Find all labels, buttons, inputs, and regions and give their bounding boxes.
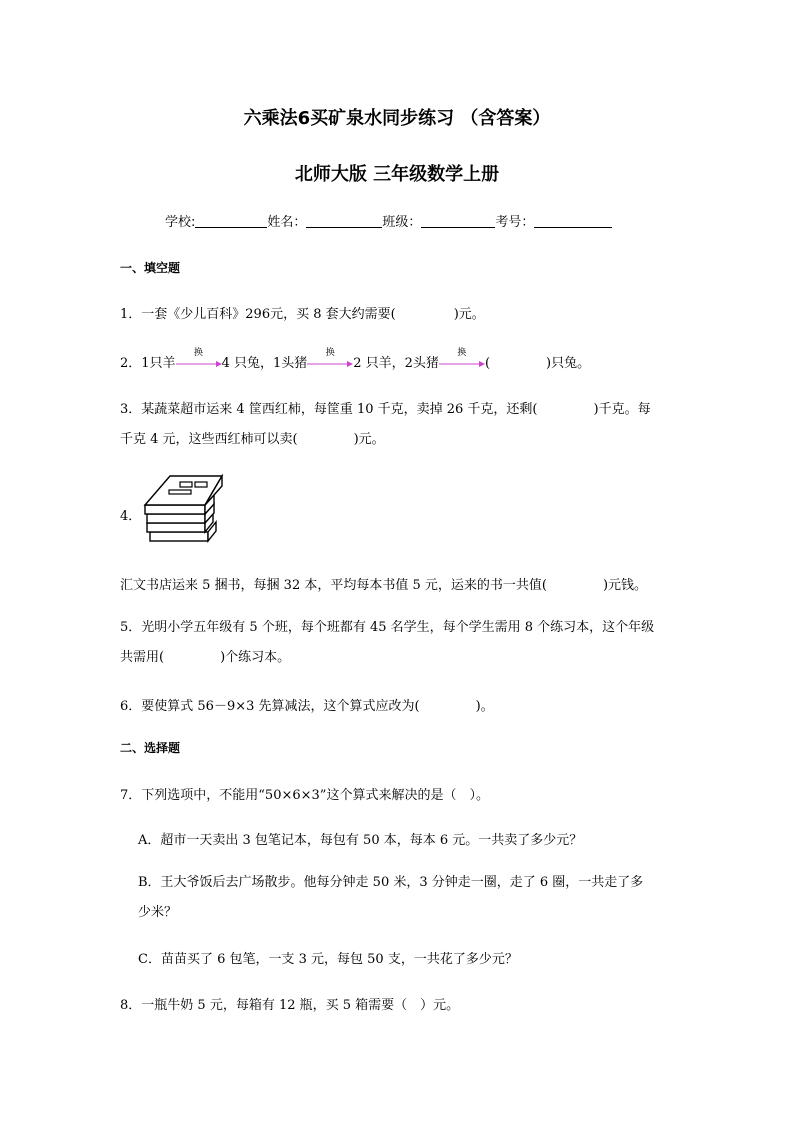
exchange-arrow-icon <box>176 347 222 369</box>
question-8 <box>120 994 459 1013</box>
question-6 <box>120 695 494 714</box>
question-text: 某蔬菜超市运来 4 筐西红柿，每筐重 10 千克，卖掉 26 千克，还剩( <box>141 402 538 417</box>
question-number: 8． <box>120 998 142 1013</box>
question-text: 光明小学五年级有 5 个班，每个班都有 45 名学生，每个学生需用 8 个练习本，这个年级 <box>141 620 655 635</box>
question-text: ( <box>484 356 491 371</box>
question-number: 3． <box>120 402 142 417</box>
option-b[interactable] <box>138 868 683 928</box>
class-label: 班级： <box>382 215 422 230</box>
exchange-arrow-icon <box>307 347 353 369</box>
question-text: )元。 <box>453 307 485 322</box>
question-2 <box>120 347 591 371</box>
question-7 <box>120 784 489 803</box>
option-c[interactable]: C．苗苗买了 6 包笔，一支 3 元，每包 50 支，一共花了多少元？ <box>138 952 518 967</box>
question-text: )只兔。 <box>546 356 591 371</box>
question-number: 1． <box>120 307 142 322</box>
option-b-line-1: B．王大爷饭后去广场散步。他每分钟走 50 米，3 分钟走一圈，走了 6 圈，一共走了多 <box>138 875 644 890</box>
name-label: 姓名： <box>267 215 307 230</box>
question-text: 2 只羊，2头猪 <box>353 356 439 371</box>
exchange-arrow-icon <box>439 347 485 369</box>
class-blank[interactable] <box>421 214 495 228</box>
question-number: 2． <box>120 356 142 371</box>
option-a[interactable]: A．超市一天卖出 3 包笔记本，每包有 50 本，每本 6 元。一共卖了多少元？ <box>138 833 583 848</box>
school-label: 学校: <box>165 215 196 230</box>
question-text: 一套《少儿百科》296元，买 8 套大约需要( <box>141 307 396 322</box>
question-text: 4 只兔，1头猪 <box>221 356 308 371</box>
arrow-label: 换 <box>194 347 204 358</box>
question-text: )千克。每 <box>593 402 651 417</box>
question-text: )元。 <box>353 432 385 447</box>
question-4 <box>120 574 647 593</box>
section-fill-blank-heading: 一、填空题 <box>120 261 181 275</box>
question-text: 共需用( <box>120 650 165 665</box>
question-text: 一瓶牛奶 5 元，每箱有 12 瓶，买 5 箱需要（ ）元。 <box>141 998 460 1013</box>
question-number: 7． <box>120 788 142 803</box>
student-info-line <box>165 211 612 230</box>
school-blank[interactable] <box>195 214 267 228</box>
page-subtitle: 北师大版 三年级数学上册 <box>294 164 500 185</box>
page-title: 六乘法6买矿泉水同步练习 （含答案） <box>243 108 551 129</box>
question-text: 要使算式 56－9×3 先算减法，这个算式应改为( <box>141 699 420 714</box>
question-text: )。 <box>475 699 494 714</box>
question-number: 6． <box>120 699 142 714</box>
section-choice-heading: 二、选择题 <box>120 741 181 755</box>
question-text: 1只羊 <box>141 356 176 371</box>
question-text: )元钱。 <box>602 578 648 593</box>
question-1 <box>120 303 485 322</box>
option-b-line-2: 少米？ <box>138 905 178 920</box>
question-4-number: 4． <box>120 509 142 524</box>
question-5 <box>120 613 680 673</box>
name-blank[interactable] <box>306 214 382 228</box>
number-label: 考号： <box>495 215 535 230</box>
arrow-label: 换 <box>325 347 335 358</box>
arrow-label: 换 <box>457 347 467 358</box>
question-text: )个练习本。 <box>220 650 291 665</box>
question-text: 千克 4 元，这些西红柿可以卖( <box>120 432 298 447</box>
question-3 <box>120 395 680 455</box>
question-text: 汇文书店运来 5 捆书，每捆 32 本，平均每本书值 5 元，运来的书一共值( <box>120 578 547 593</box>
book-stack-icon <box>142 470 226 550</box>
question-text: 下列选项中，不能用“50×6×3”这个算式来解决的是（ ）。 <box>141 788 489 803</box>
question-number: 5． <box>120 620 142 635</box>
number-blank[interactable] <box>534 214 612 228</box>
